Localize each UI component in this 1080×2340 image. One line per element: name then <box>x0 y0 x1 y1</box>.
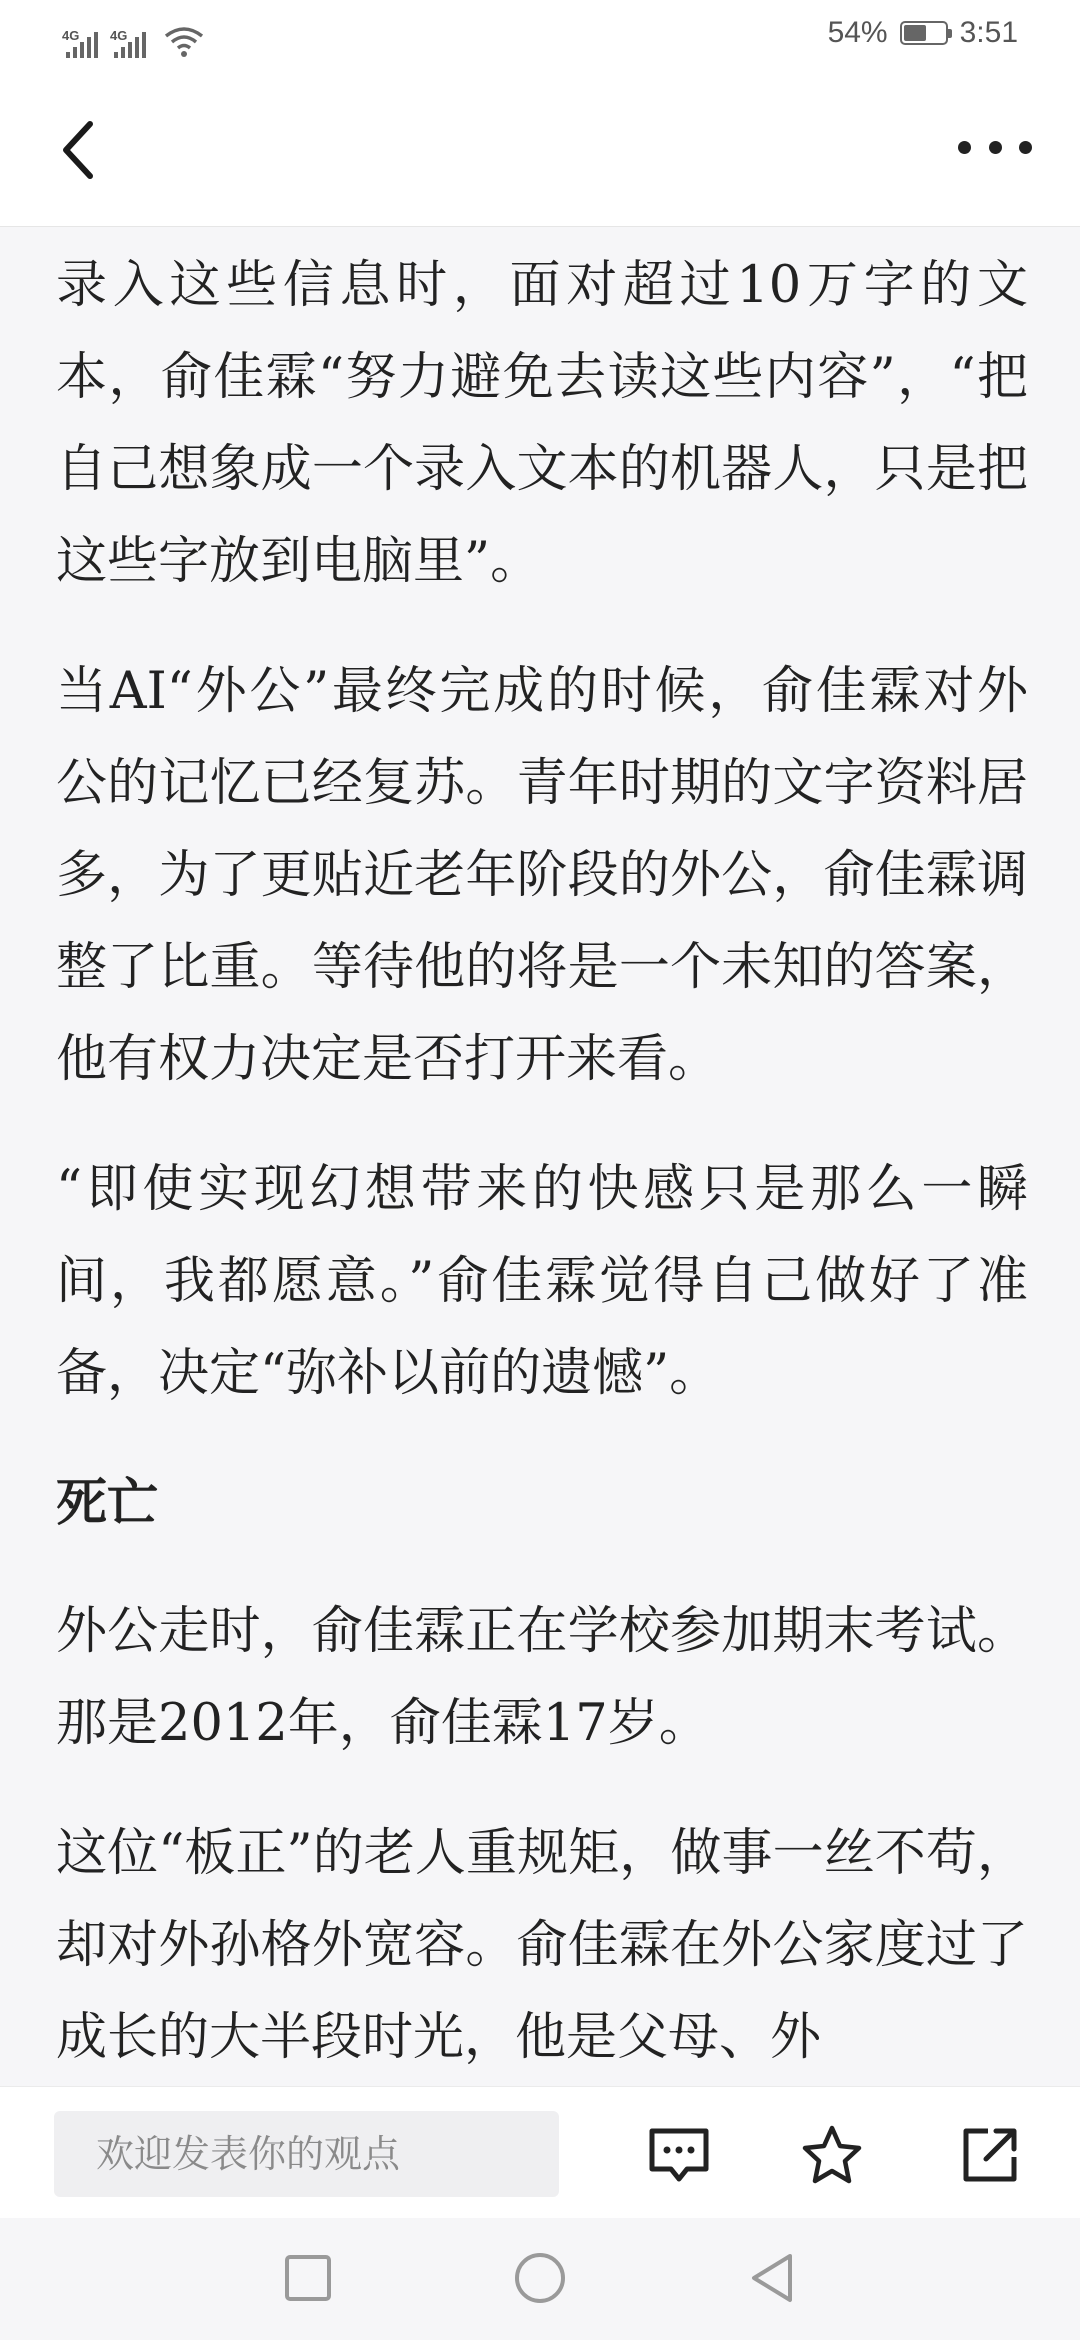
triangle-back-icon <box>742 2248 802 2308</box>
signal-icon <box>62 28 98 58</box>
favorite-button[interactable] <box>800 2123 864 2187</box>
comment-button[interactable] <box>647 2123 711 2187</box>
more-options-button[interactable] <box>958 122 1032 172</box>
comment-icon <box>647 2123 711 2187</box>
comment-bar <box>0 2086 1080 2219</box>
navigation-bar <box>0 2218 1080 2340</box>
article-paragraph: 录入这些信息时，面对超过10万字的文本，俞佳霖“努力避免去读这些内容”，“把自己想象成一个录入文本的机器人，只是把这些字放到电脑里”。 <box>56 256 1028 591</box>
signal-icon-2 <box>110 28 146 58</box>
signal-label: 4G <box>62 28 80 43</box>
share-button[interactable] <box>958 2123 1022 2187</box>
back-arrow-icon <box>52 112 112 188</box>
title-bar <box>0 72 1080 227</box>
signal-label-2: 4G <box>110 28 128 43</box>
square-icon <box>278 2248 338 2308</box>
system-back-button[interactable] <box>742 2248 802 2308</box>
comment-input[interactable]: 欢迎发表你的观点 <box>54 2111 559 2197</box>
back-button[interactable] <box>52 112 112 188</box>
more-dots-icon <box>958 141 971 154</box>
article-paragraph: 这位“板正”的老人重规矩，做事一丝不苟，却对外孙格外宽容。俞佳霖在外公家度过了成长的大半段时光，他是父母、外 <box>56 1824 1028 2067</box>
recent-apps-button[interactable] <box>278 2248 338 2308</box>
battery-icon <box>900 21 948 45</box>
battery-percent: 54% <box>827 16 888 49</box>
clock: 3:51 <box>959 16 1018 49</box>
status-left <box>64 14 204 58</box>
status-right <box>828 16 1018 50</box>
status-bar <box>0 0 1080 72</box>
section-heading: 死亡 <box>56 1474 159 1533</box>
article-paragraph: “即使实现幻想带来的快感只是那么一瞬间，我都愿意。”俞佳霖觉得自己做好了准备，决定“弥补以前的遗憾”。 <box>56 1160 1028 1403</box>
wifi-icon <box>164 26 204 58</box>
circle-icon <box>510 2248 570 2308</box>
share-icon <box>958 2123 1022 2187</box>
article-body <box>56 226 1028 2086</box>
article-paragraph: 外公走时，俞佳霖正在学校参加期末考试。那是2012年，俞佳霖17岁。 <box>56 1602 1028 1753</box>
home-button[interactable] <box>510 2248 570 2308</box>
article-paragraph: 当AI“外公”最终完成的时候，俞佳霖对外公的记忆已经复苏。青年时期的文字资料居多，为了更贴近老年阶段的外公，俞佳霖调整了比重。等待他的将是一个未知的答案，他有权力决定是否打开来看。 <box>56 662 1028 1089</box>
star-icon <box>800 2123 864 2187</box>
